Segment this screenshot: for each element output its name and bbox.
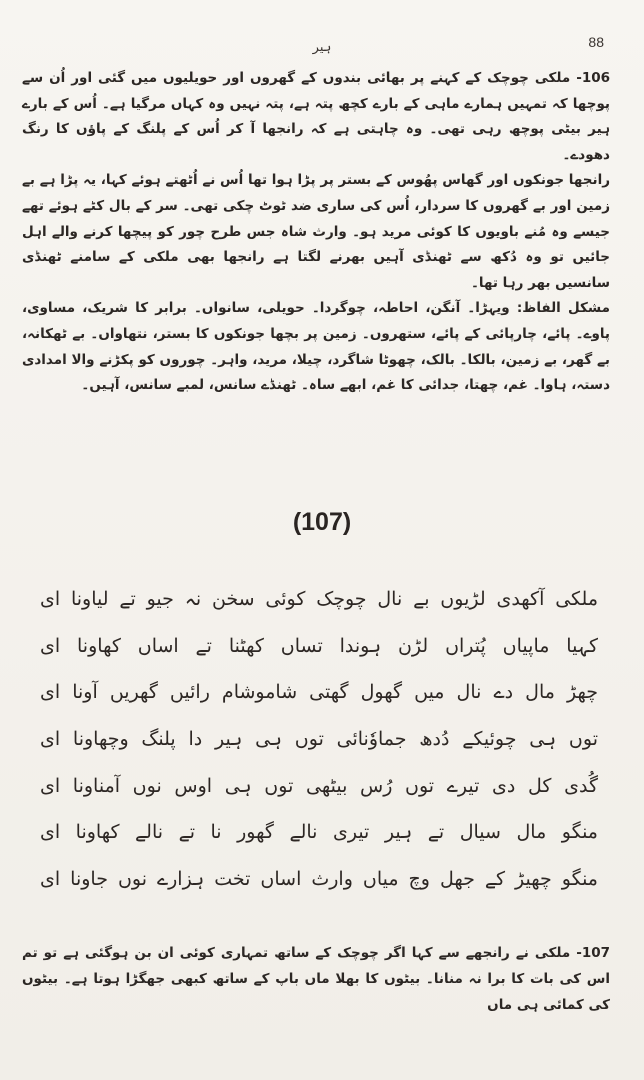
poem-line: منگو چھیڑ کے جھل وچ میاں وارث اساں تخت ہزارے نوں جاونا ای — [40, 867, 598, 890]
poem-line: ملکی آکھدی لڑیوں بے نال چوچک کوئی سخن نہ جیو تے لیاونا ای — [40, 588, 598, 611]
poem-line: منگو مال سیال تے ہیر تیری نالے گھور نا تے نالے کھاونا ای — [40, 821, 598, 844]
vocabulary-text: ویہڑا۔ آنگن، احاطہ، چوگردا۔ حویلی، سانواں۔ برابر کا شریک، مساوی، پاوے۔ پائے، چارپائی کے پائے، ستھروں۔ زمین پر بچھا جونکوں کا بستر، نتھاواں۔ بے ٹھکانہ، بے گھر، بے زمین، بالکا۔ بالک، چھوٹا شاگرد، چیلا، مرید، واہر۔ چوروں کو پکڑنے والا امدادی دستہ، ہاوا۔ غم، چھتا، جدائی کا غم، ابھے ساہ۔ ٹھنڈے سانس، لمبے سانس، آہیں۔ — [22, 300, 610, 394]
commentary-section — [22, 66, 610, 399]
poem-line: چھڑ مال دے نال میں گھول گھتی شاموشام رائیں گھریں آونا ای — [40, 681, 598, 704]
poem-line: کہیا ماپیاں پُتراں لڑن ہوندا تساں کھٹنا تے اساں کھاونا ای — [40, 634, 598, 657]
translation-section — [22, 940, 610, 1018]
page-number: 88 — [588, 34, 604, 50]
vocabulary-label: مشکل الفاظ: — [516, 300, 610, 317]
verse-number: (107) — [292, 508, 352, 536]
commentary-paragraph-106: 106- ملکی چوچک کے کہنے پر بھائی بندوں کے گھروں اور حویلیوں میں گئی اور اُن سے پوچھا کہ تمہیں ہمارے ماہی کے بارے کچھ پتہ ہے، پتہ نہیں وہ کہاں مرگیا ہے۔ اُس کے بارے ہیر بیٹی پوچھ رہی تھی۔ وہ چاہتی ہے کہ رانجھا آ کر اُس کے پلنگ کے پاؤں کا رنگ دھودے۔ — [22, 70, 610, 163]
translation-paragraph-107: 107- ملکی نے رانجھے سے کہا اگر چوچک کے ساتھ تمہاری کوئی ان بن ہوگئی ہے تو تم اس کی بات کا برا نہ منانا۔ بیٹوں کا بھلا ماں باپ کے ساتھ کبھی جھگڑا ہوتا ہے۔ بیٹوں کی کمائی ہی ماں — [22, 945, 610, 1013]
vocabulary-block — [22, 296, 610, 398]
running-header-title: ہیر — [312, 40, 332, 55]
poem-line: گُدی کل دی تیرے توں رُس بیٹھی توں ہی اوس نوں آمناونا ای — [40, 774, 598, 797]
poem-verse — [40, 576, 598, 902]
commentary-paragraph-rashna: رانجھا جونکوں اور گھاس پھُوس کے بستر پر پڑا ہوا تھا اُس نے اُٹھتے ہوئے کہا، یہ پڑا ہے بے زمین اور بے گھروں کا سردار، اُس کی ساری ضد ٹوٹ چکی تھی۔ سر کے بال کٹے ہوئے تھے جیسے وہ مُنے باویوں کا کوئی مرید ہو۔ وارث شاہ جس طرح چور کو پیچھا کرنے والے اہل جائیں تو وہ دُکھ سے ٹھنڈی آہیں بھرنے لگتا ہے رانجھا بھی ملکی کے سامنے ٹھنڈی سانسیں بھر رہا تھا۔ — [22, 172, 610, 291]
poem-line: توں ہی چوئیکے دُدھ جماوٗنائی توں ہی ہیر دا پلنگ وچھاونا ای — [40, 728, 598, 751]
